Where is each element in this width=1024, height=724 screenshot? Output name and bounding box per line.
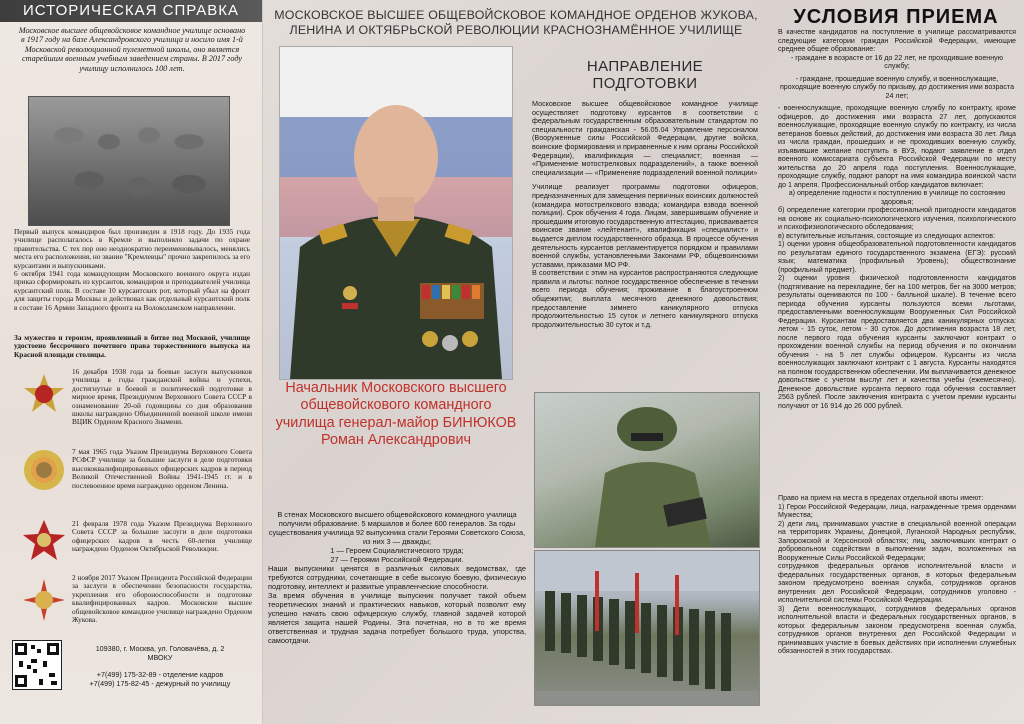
zhukov-order-icon bbox=[22, 578, 66, 622]
org-text: МВОКУ bbox=[147, 653, 173, 662]
direction-paragraph-2: Училище реализует программы подготовки офицеров, предназначенных для замещения первичных воинских должностей (командира мотострелкового взвода; командира взвода военной полиции). Срок обучения 4 года. Лицам, завершившим обучение и прошедшим итоговую государственную аттестацию, присваивается воинское звание «лейтенант», квалификация «специалист» и выдается диплом государственного образца. В процессе обучения деятельность курсантов регламентируется порядком и правилами военной службы, установленными Законами РФ, общевоинскими уставами, приказами МО РФ. bbox=[532, 182, 758, 269]
body-paragraph-5: За время обучения в училище выпускник получает такой объем теоретических знаний и практических навыков, который позволит ему успешно начать свою офицерскую службу, главной задачей которой является защита нашей Родины. Эта почетная, но в то же время ответственная и трудная задача потребует большого труда, упорства, самоотдачи. bbox=[268, 591, 526, 645]
admission-conditions bbox=[778, 28, 1016, 410]
center-body bbox=[268, 510, 526, 645]
admission-p3: - граждане, прошедшие военную службу, и военнослужащие, проходящие военную службу по призыву, до достижения ими возраста 24 лет; bbox=[779, 74, 1015, 100]
quota-p2: 1) Герои Российской Федерации, лица, награжденные тремя орденами Мужества; bbox=[778, 502, 1016, 519]
history-paragraph-1: Первый выпуск командиров был произведен в 1918 году. До 1935 года училище располагалось в Кремле и выполняло задачи по охране правительства. С тех пор оно неоднократно переименовывалось, менялись места его расположения, но звание "Кремлевцы" прочно закрепилось за его курсантами и выпускниками. bbox=[14, 227, 250, 270]
quota-p3: 2) дети лиц, принимавших участие в специальной военной операции на территориях Украины, Донецкой, Луганской Народных республик, Запорожской и Херсонской областях; лиц, заключивших контракт о добровольном содействии в выполнении задач, возложенных на Вооруженные Силы Российской Федерации; bbox=[778, 519, 1016, 562]
parade-photo bbox=[534, 550, 760, 706]
history-paragraph-2: 6 октября 1941 года командующим Московского военного округа издан приказ сформировать из курсантов, командиров и преподавателей училища курсантский полк. В составе 10 курсантских рот, который убыл на фронт для защиты города Москвы и действовал как отдельный курсантский полк в составе 16 Армии Западного фронта на Волоколамском направлении. bbox=[14, 269, 250, 312]
admission-p4: - военнослужащие, проходящие военную службу по контракту, кроме офицеров, до достижения ими возраста 27 лет, допускаются военнослужащие, проходящие военную службу по контракту, из числа ветеранов боевых действий, до достижения ими возраста 30 лет. Лица из числа граждан, прошедших и не проходивших военную службу, изъявившие желание поступить в ВУЗ, подают заявление в отдел военного комиссариата субъекта Российской Федерации по месту жительства до 20 апреля года поступления. Военнослужащие, проходящие службу, подают рапорт на имя командира воинской части до 1 апреля. Профессиональный отбор кандидатов включает: bbox=[778, 104, 1016, 189]
admission-p2: - граждане в возрасте от 16 до 22 лет, не проходившие военную службу; bbox=[790, 53, 1004, 70]
lenin-order-icon bbox=[22, 448, 66, 492]
quota-p5: 3) Дети военнослужащих, сотрудников федеральных органов исполнительной власти и федеральных государственных органов, в которых федеральным законом предусмотрена военная служба, сотрудников органов внутренних дел Российской Федерации и принимавших участие в боевых действиях при исполнении служебных обязанностей в этих государствах. bbox=[778, 604, 1016, 655]
phone-1[interactable]: +7(499) 175-32-89 - отделение кадров bbox=[96, 670, 224, 679]
october-revolution-order-icon bbox=[22, 518, 66, 562]
history-intro: Московское высшее общевойсковое командное училище основано в 1917 году на базе Александровского училища и носило имя 1-й Московской революционной пулеметной школы, оно является старейшим военным учебным заведением страны. В 2017 году училищу исполнилось 100 лет. bbox=[18, 26, 246, 73]
portrait-illustration bbox=[280, 47, 512, 379]
soldier-illustration bbox=[535, 393, 759, 547]
direction-paragraph-1: Московское высшее общевойсковое командное училище осуществляет подготовку курсантов в соответствии с федеральным государственным образовательным стандартом по специальности гражданская - 56.05.04 Управление персоналом (Вооруженные силы Российской Федерации, другие войска, воинские формирования и приравненные к ним органы Российской Федерации), квалификация — специалист; военная — «Применение мотострелковых подразделений», а также военной специализации — «Применение подразделений военной полиции» bbox=[532, 99, 758, 177]
school-title: МОСКОВСКОЕ ВЫСШЕЕ ОБЩЕВОЙСКОВОЕ КОМАНДНОЕ ОРДЕНОВ ЖУКОВА, ЛЕНИНА И ОКТЯБРЬСКОЙ РЕВОЛЮЦИИ КРАСНОЗНАМЁННОЕ УЧИЛИЩЕ bbox=[274, 8, 758, 37]
admission-p5: а) определение годности к поступлению в училище по состоянию здоровья; bbox=[788, 189, 1006, 206]
red-banner-order-icon bbox=[22, 372, 66, 416]
medal-text-4: 2 ноября 2017 Указом Президента Российской Федерации за заслуги в обеспечении безопасности государства, укрепления его обороноспособности и подготовке квалифицированных кадров. Московское высшее общевойсковое командное училище награждено Орденом Жукова. bbox=[72, 573, 252, 625]
admission-p8: 1) оценки уровня общеобразовательной подготовленности кандидатов по результатам единого государственного экзамена (ЕГЭ): русский язык; математика (профильный Уровень); обществознание (профильный предмет). bbox=[778, 240, 1016, 274]
admission-p1: В качестве кандидатов на поступление в училище рассматриваются следующие категории граждан Российской Федерации, имеющие среднее общее образование: bbox=[778, 28, 1016, 53]
admission-header: УСЛОВИЯ ПРИЕМА bbox=[793, 6, 999, 28]
admission-p9: 2) оценки уровня физической подготовленности кандидатов (подтягивание на перекладине, бег на 100 метров, бег на 3000 метров; результаты оцениваются по 100 - балльной шкале). В течение всего периода обучения курсанты пользуются всеми льготами, предоставленными военнослужащим Вооруженных Сил Российской Федерации. Курсантам предоставляется два каникулярных отпуска: летом - 15 суток, летом - 30 суток. До достижения возраста 18 лет, после первого года обучения курсанты заключают контракт о прохождении военной службы на период обучения и по окончании обучения - на 5 лет службы офицером. Курсанты из числа военнослужащих заключают контракт с 1 августа. Курсанты находятся на полном государственном обеспечении. Им выплачивается денежное довольствие с учетом выслуг лет и качества учебы (ежемесячно). Денежное довольствие курсанта первого года обучения составляет 2563 рублей. После заключения контракта с учетом премии курсанты получают от 16 914 до 26 000 рублей. bbox=[778, 274, 1016, 410]
body-paragraph-4: Наши выпускники ценятся в различных силовых ведомствах, где требуются сотрудники, сочетающие в себе высокую боевую, физическую подготовку, интеллект и развитые управленческие способности. bbox=[268, 564, 526, 591]
direction-header: НАПРАВЛЕНИЕ ПОДГОТОВКИ bbox=[586, 58, 704, 92]
quota-p1: Право на прием на места в пределах отдельной квоты имеют: bbox=[778, 494, 984, 502]
admission-p7: в) вступительные испытания, состоящие из следующих аспектов: bbox=[778, 231, 995, 240]
body-line-2: 1 — Героем Социалистического труда; bbox=[330, 546, 464, 555]
medal-text-1: 16 декабря 1938 года за боевые заслуги выпускников училища в годы гражданской войны и успехи, достигнутые в боевой и политической подготовке в мирное время, Президиумом Верховного Совета СССР в ознаменование 20-ой годовщины со дня образования школы награждено Объединенной военной школе имени ВЦИК Орденом Красного Знамени. bbox=[72, 367, 252, 427]
medal-text-3: 21 февраля 1978 года Указом Президиума Верховного Совета СССР за большие заслуги в деле подготовки офицерских кадров в честь 60-летия училище награждено Орденом Октябрьской Революции. bbox=[72, 519, 252, 554]
soldier-photo bbox=[534, 392, 760, 548]
chief-portrait bbox=[279, 46, 513, 380]
historic-cadets-photo bbox=[28, 96, 230, 226]
quota-p4: сотрудников федеральных органов исполнительной власти и федеральных государственных органов, в которых федеральным законом предусмотрено военная служба, сотрудников органов внутренних дел Российской Федерации, сотрудников уголовно - исполнительной системы Российской Федерации. bbox=[778, 562, 1016, 604]
address-text: 109380, г. Москва, ул. Головачёва, д. 2 bbox=[95, 644, 225, 653]
parade-illustration bbox=[535, 551, 759, 705]
chief-caption: Начальник Московского высшего общевойскового командного училища генерал-майор БИНЮКОВ Роман Александрович bbox=[275, 380, 517, 449]
quota-conditions bbox=[778, 494, 1016, 656]
qr-code-icon bbox=[12, 640, 62, 690]
direction-paragraph-3: В соответствии с этим на курсантов распространяются следующие правила и льготы: полное государственное обеспечение в течении всего периода обучения; проживание в благоустроенном общежитии; выплата месячного денежного довольствия; предоставление зимнего каникулярного отпуска продолжительностью 15 суток и летнего каникулярного отпуска продолжительностью 30 суток и т.д. bbox=[532, 268, 758, 329]
phone-2[interactable]: +7(499) 175-82-45 - дежурный по училищу bbox=[89, 679, 231, 688]
history-header: ИСТОРИЧЕСКАЯ СПРАВКА bbox=[0, 0, 262, 22]
direction-text bbox=[532, 100, 758, 329]
medal-text-2: 7 мая 1965 года Указом Президиума Верховного Совета РСФСР училище за большие заслуги в деле подготовки высококвалифицированных офицерских кадров в период Великой Отечественной Войны 1941-1945 гг. и в послевоенное время награждено орденом Ленина. bbox=[72, 447, 252, 490]
contact-block bbox=[66, 644, 254, 688]
body-paragraph-1: В стенах Московского высшего общевойскового командного училища получили образование. 5 маршалов и более 600 генералов. За годы существования училища 92 выпускника стали Героями Советского Союза, из них 3 — дважды; bbox=[268, 510, 526, 546]
admission-p6: б) определение категории профессиональной пригодности кандидатов на основе их социально-психологического изучения, психологического и психофизиологического обследования; bbox=[778, 206, 1016, 231]
body-line-3: 27 — Героями Российской Федерации. bbox=[330, 555, 464, 564]
history-paragraph-3: За мужество и героизм, проявленный в битве под Москвой, училище удостоено бессрочного почетного права торжественного выпуска на Красной площади столицы. bbox=[14, 333, 250, 359]
